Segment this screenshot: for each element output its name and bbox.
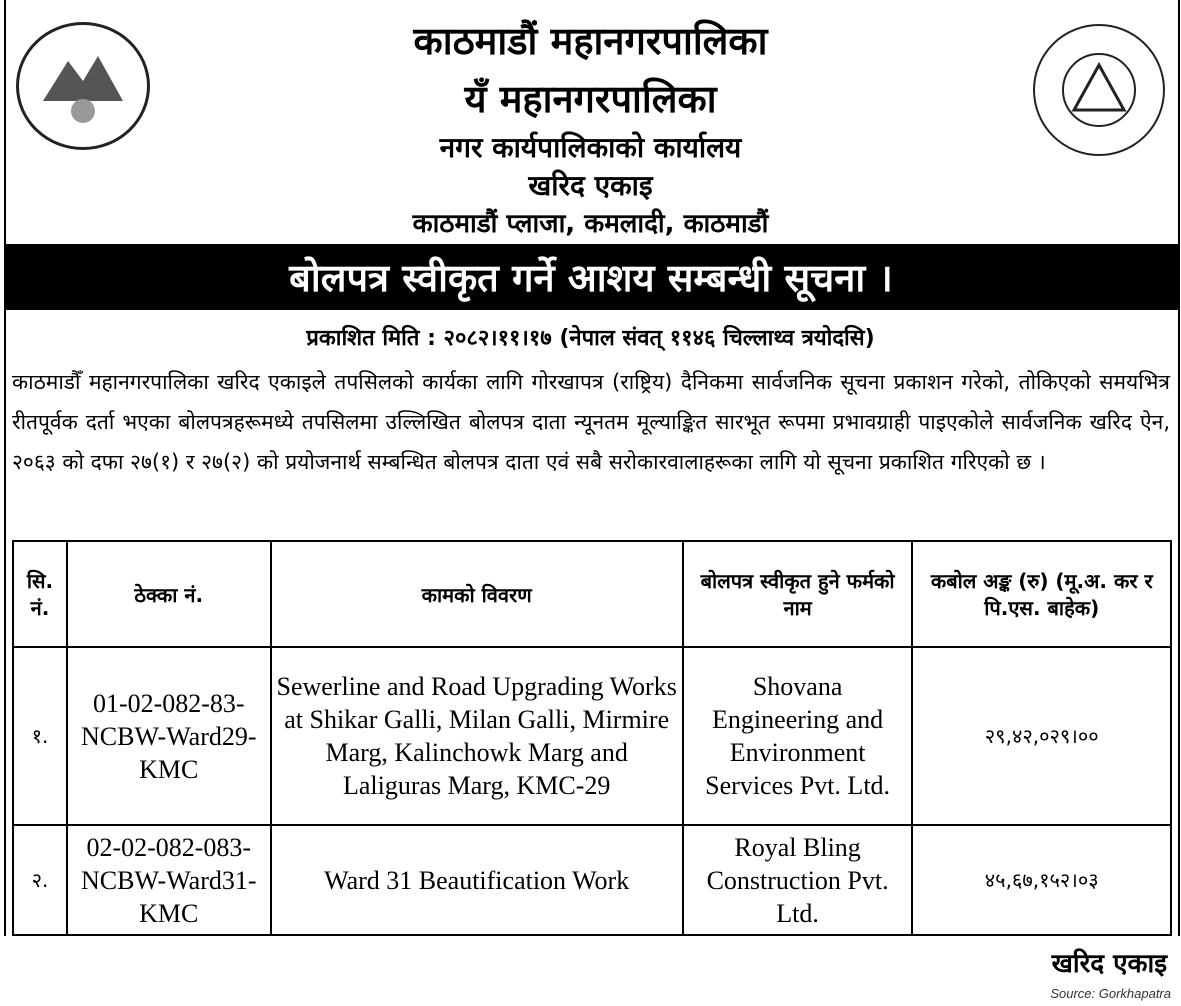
award-table: [12, 540, 1172, 936]
cell-contract: 01-02-082-83-NCBW-Ward29-KMC: [67, 647, 271, 825]
table-row: [13, 825, 1171, 935]
col-header-firm: बोलपत्र स्वीकृत हुने फर्मको नाम: [683, 541, 913, 647]
source-credit: Source: Gorkhapatra: [1050, 986, 1171, 1001]
table-row: [13, 647, 1171, 825]
notice-title-banner: बोलपत्र स्वीकृत गर्ने आशय सम्बन्धी सूचना ।: [4, 244, 1178, 310]
address: काठमाडौं प्लाजा, कमलादी, काठमाडौं: [412, 209, 769, 239]
cell-amount: २९,४२,०२९।००: [912, 647, 1171, 825]
col-header-sn: सि. नं.: [13, 541, 67, 647]
cell-firm: Royal Bling Construction Pvt. Ltd.: [683, 825, 913, 935]
col-header-contract: ठेक्का नं.: [67, 541, 271, 647]
col-header-amount: कबोल अङ्क (रु) (मू.अ. कर र पि.एस. बाहेक): [912, 541, 1171, 647]
notice-paragraph: काठमाडौँ महानगरपालिका खरिद एकाइले तपसिलको कार्यका लागि गोरखापत्र (राष्ट्रिय) दैनिकमा सार्वजनिक सूचना प्रकाशन गरेको, तोकिएको समयभित्र रीतपूर्वक दर्ता भएका बोलपत्रहरूमध्ये तपसिलमा उल्लिखित बोलपत्र दाता न्यूनतम मूल्याङ्कित सारभूत रूपमा प्रभावग्राही पाइएकोले सार्वजनिक खरिद ऐन, २०६३ को दफा २७(१) र २७(२) को प्रयोजनार्थ सम्बन्धित बोलपत्र दाता एवं सबै सरोकारवालाहरूका लागि यो सूचना प्रकाशित गरिएको छ ।: [12, 370, 1170, 474]
cell-description: Sewerline and Road Upgrading Works at Shikar Galli, Milan Galli, Mirmire Marg, Kalinchowk Marg and Laliguras Marg, KMC-29: [271, 647, 683, 825]
cell-description: Ward 31 Beautification Work: [271, 825, 683, 935]
office-name: नगर कार्यपालिकाको कार्यालय: [439, 131, 742, 164]
table-header-row: [13, 541, 1171, 647]
publish-date: प्रकाशित मिति : २०८२।११।१७ (नेपाल संवत् ११४६ चिल्लाथ्व त्रयोदसि): [306, 326, 875, 351]
cell-sn: १.: [13, 647, 67, 825]
org-title-newari: यँ महानगरपालिका: [464, 77, 717, 121]
cell-amount: ४५,६७,१५२।०३: [912, 825, 1171, 935]
cell-sn: २.: [13, 825, 67, 935]
footer-signoff: खरिद एकाइ: [1051, 949, 1167, 979]
unit-name: खरिद एकाइ: [528, 169, 653, 202]
col-header-description: कामको विवरण: [271, 541, 683, 647]
cell-contract: 02-02-082-083-NCBW-Ward31-KMC: [67, 825, 271, 935]
cell-firm: Shovana Engineering and Environment Services Pvt. Ltd.: [683, 647, 913, 825]
org-title: काठमाडौं महानगरपालिका: [413, 19, 768, 63]
